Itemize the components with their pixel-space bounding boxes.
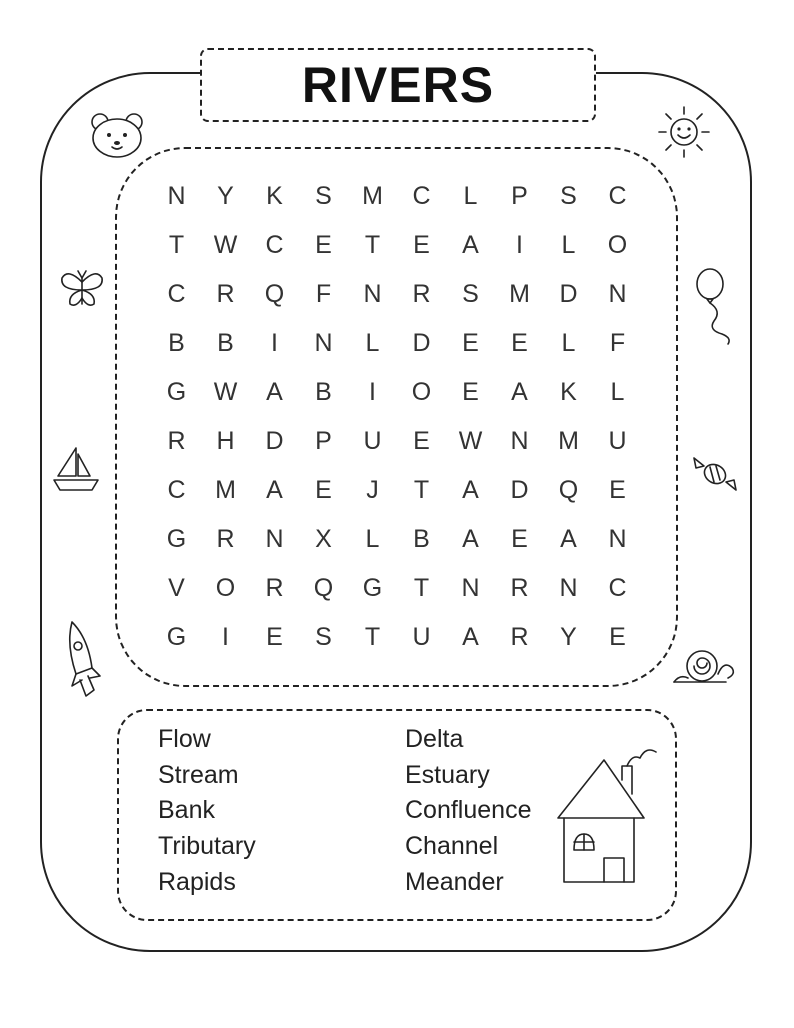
grid-letter: G [166, 525, 187, 553]
grid-letter: A [462, 476, 479, 504]
grid-letter: U [608, 427, 627, 455]
grid-letter: Q [264, 280, 285, 308]
grid-letter: H [216, 427, 235, 455]
grid-letter: W [213, 231, 238, 259]
grid-letter: S [315, 623, 332, 651]
grid-letter: N [167, 182, 186, 210]
grid-letter: N [608, 280, 627, 308]
grid-letter: G [362, 574, 383, 602]
word-list-item: Bank [158, 796, 215, 825]
grid-letter: Q [558, 476, 579, 504]
grid-letter: K [266, 182, 283, 210]
grid-letter: J [366, 476, 379, 504]
grid-letter: Y [560, 623, 577, 651]
grid-letter: I [271, 329, 278, 357]
grid-letter: E [413, 427, 430, 455]
grid-letter: W [458, 427, 483, 455]
word-list-item: Estuary [405, 760, 490, 789]
butterfly-icon [58, 268, 106, 312]
grid-letter: T [413, 574, 430, 602]
grid-letter: L [365, 329, 380, 357]
grid-letter: A [511, 378, 528, 406]
grid-letter: E [315, 476, 332, 504]
grid-letter: O [607, 231, 628, 259]
grid-letter: B [217, 329, 234, 357]
grid-letter: D [412, 329, 431, 357]
grid-letter: A [266, 378, 283, 406]
grid-letter: I [369, 378, 376, 406]
grid-letter: R [216, 525, 235, 553]
grid-letter: N [265, 525, 284, 553]
grid-letter: B [413, 525, 430, 553]
grid-letter: N [510, 427, 529, 455]
grid-letter: E [511, 525, 528, 553]
grid-letter: L [610, 378, 625, 406]
grid-letter: F [315, 280, 332, 308]
word-list-item: Confluence [405, 796, 532, 825]
grid-letter: D [265, 427, 284, 455]
grid-letter: I [516, 231, 523, 259]
grid-letter: X [315, 525, 332, 553]
grid-letter: E [511, 329, 528, 357]
word-list-item: Tributary [158, 832, 256, 861]
grid-letter: R [216, 280, 235, 308]
grid-letter: S [462, 280, 479, 308]
grid-letter: N [608, 525, 627, 553]
grid-letter: O [215, 574, 236, 602]
word-list-right [405, 722, 531, 900]
grid-letter: M [215, 476, 236, 504]
grid-letter: R [510, 623, 529, 651]
grid-letter: A [462, 623, 479, 651]
grid-letter: E [462, 378, 479, 406]
grid-letter: U [412, 623, 431, 651]
grid-letter: U [363, 427, 382, 455]
grid-letter: L [561, 231, 576, 259]
grid-letter: E [315, 231, 332, 259]
grid-letter: P [315, 427, 332, 455]
word-list-item: Rapids [158, 867, 236, 896]
grid-letter: T [364, 231, 381, 259]
grid-letter: D [510, 476, 529, 504]
grid-letter: V [168, 574, 185, 602]
grid-letter: R [412, 280, 431, 308]
grid-letter: B [168, 329, 185, 357]
bear-icon [88, 110, 148, 160]
grid-letter: N [559, 574, 578, 602]
sun-icon [656, 104, 712, 160]
rocket-icon [62, 618, 110, 704]
title-banner [200, 48, 596, 122]
grid-letter: E [609, 623, 626, 651]
grid-letter: S [315, 182, 332, 210]
page-title: RIVERS [301, 57, 495, 113]
grid-letter: K [560, 378, 577, 406]
grid-letter: C [167, 280, 186, 308]
word-list-item: Flow [158, 725, 211, 753]
grid-letter: N [363, 280, 382, 308]
grid-letter: A [462, 525, 479, 553]
grid-letter: G [166, 623, 187, 651]
grid-letter: W [213, 378, 238, 406]
word-list-item: Stream [158, 760, 239, 789]
letter-grid [152, 172, 642, 662]
grid-letter: R [265, 574, 284, 602]
grid-letter: T [168, 231, 185, 259]
house-icon [552, 736, 672, 886]
sailboat-icon [50, 444, 102, 496]
grid-letter: C [167, 476, 186, 504]
grid-letter: C [608, 574, 627, 602]
grid-letter: C [412, 182, 431, 210]
grid-letter: C [608, 182, 627, 210]
grid-letter: D [559, 280, 578, 308]
grid-letter: M [509, 280, 530, 308]
word-list-left [158, 722, 256, 900]
grid-letter: R [510, 574, 529, 602]
grid-letter: E [266, 623, 283, 651]
grid-letter: M [558, 427, 579, 455]
grid-letter: T [364, 623, 381, 651]
grid-letter: R [167, 427, 186, 455]
candy-icon [690, 452, 740, 496]
grid-letter: Y [217, 182, 234, 210]
grid-letter: L [561, 329, 576, 357]
grid-letter: A [462, 231, 479, 259]
grid-letter: N [314, 329, 333, 357]
grid-letter: E [413, 231, 430, 259]
grid-letter: M [362, 182, 383, 210]
grid-letter: A [266, 476, 283, 504]
grid-letter: E [462, 329, 479, 357]
snail-icon [670, 644, 740, 688]
balloon-icon [692, 266, 742, 346]
grid-letter: O [411, 378, 432, 406]
grid-letter: S [560, 182, 577, 210]
grid-letter: Q [313, 574, 334, 602]
grid-letter: E [609, 476, 626, 504]
grid-letter: P [511, 182, 528, 210]
grid-letter: T [413, 476, 430, 504]
grid-letter: L [463, 182, 478, 210]
grid-letter: B [315, 378, 332, 406]
grid-letter: A [560, 525, 577, 553]
word-list-item: Meander [405, 867, 504, 896]
grid-letter: I [222, 623, 229, 651]
grid-letter: L [365, 525, 380, 553]
grid-letter: C [265, 231, 284, 259]
word-list-item: Delta [405, 725, 464, 753]
word-list-item: Channel [405, 832, 499, 861]
grid-letter: F [609, 329, 626, 357]
grid-letter: G [166, 378, 187, 406]
grid-letter: N [461, 574, 480, 602]
